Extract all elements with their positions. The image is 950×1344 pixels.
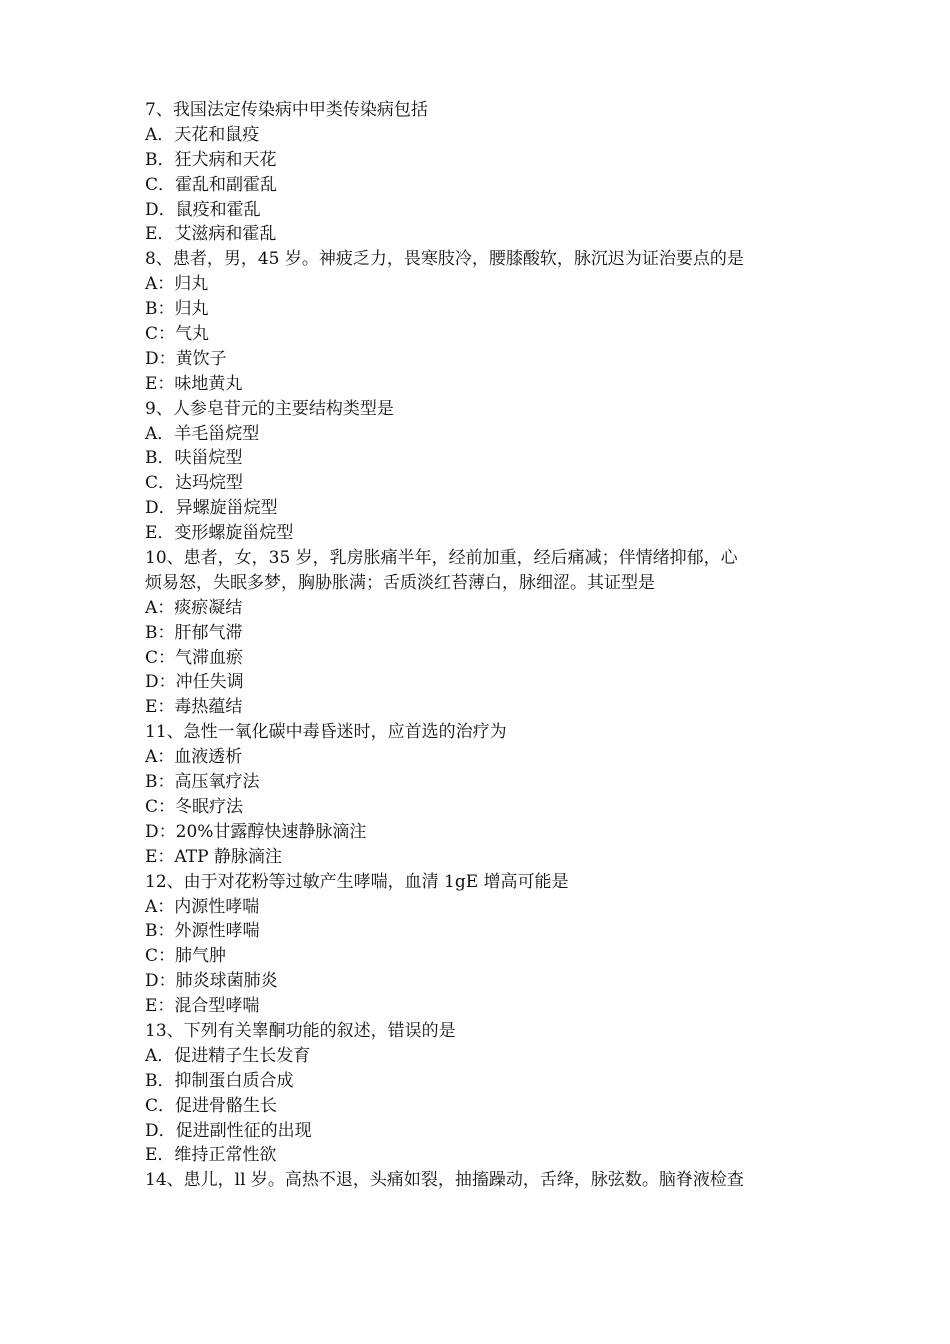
option-b: B：高压氧疗法 [145, 772, 260, 793]
option-c: C．霍乱和副霍乱 [145, 174, 278, 195]
option-c: C：肺气肿 [145, 946, 227, 967]
option-d: D：冲任失调 [145, 672, 244, 693]
question-14-stem: 14、患儿，ll 岁。高热不退，头痛如裂，抽搐躁动，舌绛，脉弦数。脑脊液检查 [145, 1170, 744, 1191]
option-e: E．变形螺旋甾烷型 [145, 523, 294, 544]
option-d: D．促进副性征的出现 [145, 1120, 312, 1141]
option-b: B：肝郁气滞 [145, 622, 243, 643]
question-7-stem: 7、我国法定传染病中甲类传染病包括 [145, 100, 428, 120]
option-c: C．达玛烷型 [145, 473, 244, 494]
question-9-stem: 9、人参皂苷元的主要结构类型是 [145, 398, 394, 419]
document-body [145, 98, 810, 1193]
question-13-stem: 13、下列有关睾酮功能的叙述，错误的是 [145, 1020, 456, 1041]
option-a: A：血液透析 [145, 747, 243, 768]
option-b: B．狂犬病和天花 [145, 149, 277, 170]
option-a: A．促进精子生长发育 [145, 1045, 311, 1066]
option-a: A．羊毛甾烷型 [145, 423, 260, 444]
option-a: A：归丸 [145, 274, 209, 295]
question-11-stem: 11、急性一氧化碳中毒昏迷时，应首选的治疗为 [145, 722, 507, 743]
option-b: B．呋甾烷型 [145, 448, 243, 469]
option-b: B．抑制蛋白质合成 [145, 1070, 294, 1091]
option-c: C：气丸 [145, 324, 210, 345]
option-a: A．天花和鼠疫 [145, 124, 260, 145]
option-a: A：内源性哮喘 [145, 896, 260, 917]
option-e: E：混合型哮喘 [145, 996, 260, 1017]
question-10-stem-line-2: 烦易怒，失眠多梦，胸胁胀满；舌质淡红苔薄白，脉细涩。其证型是 [145, 572, 655, 593]
option-c: C：冬眠疗法 [145, 796, 244, 817]
option-e: E：毒热蕴结 [145, 697, 243, 718]
question-8-stem: 8、患者，男，45 岁。神疲乏力，畏寒肢冷，腰膝酸软，脉沉迟为证治要点的是 [145, 249, 744, 270]
option-b: B：归丸 [145, 299, 209, 320]
option-e: E：味地黄丸 [145, 373, 243, 394]
option-c: C：气滞血瘀 [145, 647, 244, 668]
option-e: E：ATP 静脉滴注 [145, 846, 282, 867]
option-c: C．促进骨骼生长 [145, 1095, 278, 1116]
option-b: B：外源性哮喘 [145, 921, 260, 942]
option-d: D：肺炎球菌肺炎 [145, 971, 278, 992]
question-12-stem: 12、由于对花粉等过敏产生哮喘，血清 1gE 增高可能是 [145, 871, 569, 892]
option-d: D．异螺旋甾烷型 [145, 498, 278, 519]
option-a: A：痰瘀凝结 [145, 597, 243, 618]
question-10-stem-line-1: 10、患者，女，35 岁，乳房胀痛半年，经前加重，经后痛减；伴情绪抑郁，心 [145, 548, 738, 569]
option-d: D：20%甘露醇快速静脉滴注 [145, 821, 367, 842]
option-e: E．艾滋病和霍乱 [145, 224, 277, 245]
option-e: E．维持正常性欲 [145, 1145, 277, 1166]
option-d: D：黄饮子 [145, 348, 227, 369]
option-d: D．鼠疫和霍乱 [145, 199, 261, 220]
